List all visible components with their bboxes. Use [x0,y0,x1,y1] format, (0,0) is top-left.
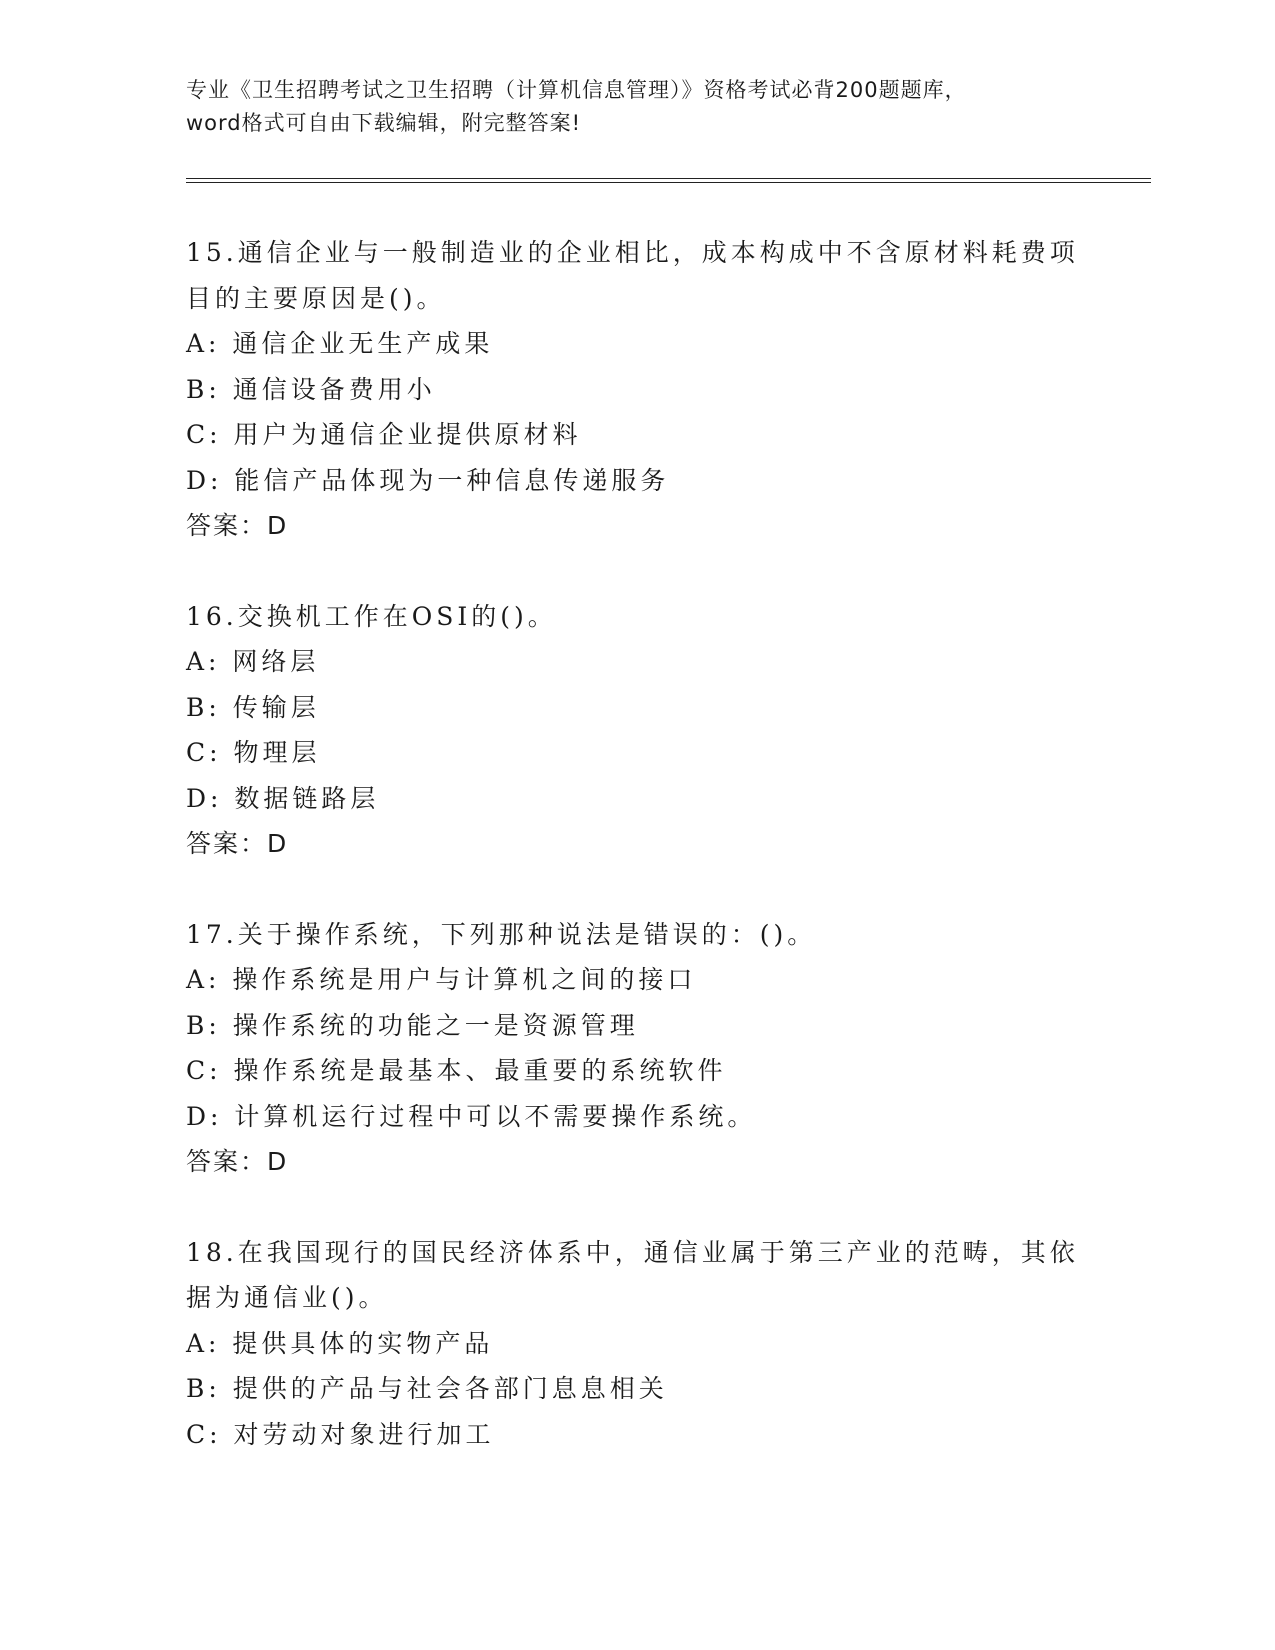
question-stem: 17.关于操作系统，下列那种说法是错误的：()。 [186,919,817,949]
question-option: B: 操作系统的功能之一是资源管理 [186,1010,639,1040]
question-option: D: 能信产品体现为一种信息传递服务 [186,465,670,495]
question-option: A: 通信企业无生产成果 [186,329,494,358]
question-option: A: 网络层 [186,647,320,676]
question-spacer [186,867,1086,912]
question-option: C: 用户为通信企业提供原材料 [186,420,582,449]
question-spacer [186,549,1086,594]
question-option: A: 提供具体的实物产品 [186,1328,494,1358]
question-spacer [186,1185,1086,1230]
question-answer: 答案：D [186,829,289,858]
question-answer: 答案：D [186,511,289,540]
question-option: B: 传输层 [186,692,320,722]
header-line-2: word格式可自由下载编辑，附完整答案! [186,111,582,135]
question-stem: 16.交换机工作在OSI的()。 [186,601,557,631]
question-option: C: 对劳动对象进行加工 [186,1419,495,1449]
question-block [186,912,1086,1185]
document-header [186,74,1086,140]
header-line-1: 专业《卫生招聘考试之卫生招聘（计算机信息管理）》资格考试必背200题题库， [186,78,967,102]
question-block [186,1230,1086,1458]
question-block [186,594,1086,867]
header-divider-bottom [186,182,1151,183]
header-divider-top [186,178,1151,179]
question-stem: 据为通信业()。 [186,1283,388,1312]
question-stem: 目的主要原因是()。 [186,283,446,313]
question-stem: 15.通信企业与一般制造业的企业相比，成本构成中不含原材料耗费项 [186,238,1079,267]
question-option: B: 提供的产品与社会各部门息息相关 [186,1374,668,1403]
question-stem: 18.在我国现行的国民经济体系中，通信业属于第三产业的范畴，其依 [186,1237,1079,1267]
question-option: C: 物理层 [186,738,321,767]
question-option: D: 计算机运行过程中可以不需要操作系统。 [186,1101,757,1131]
question-option: D: 数据链路层 [186,783,380,813]
question-option: C: 操作系统是最基本、最重要的系统软件 [186,1056,727,1085]
question-list [186,230,1086,1457]
question-answer: 答案：D [186,1147,289,1176]
question-block [186,230,1086,549]
question-option: B: 通信设备费用小 [186,374,436,404]
question-option: A: 操作系统是用户与计算机之间的接口 [186,965,697,994]
